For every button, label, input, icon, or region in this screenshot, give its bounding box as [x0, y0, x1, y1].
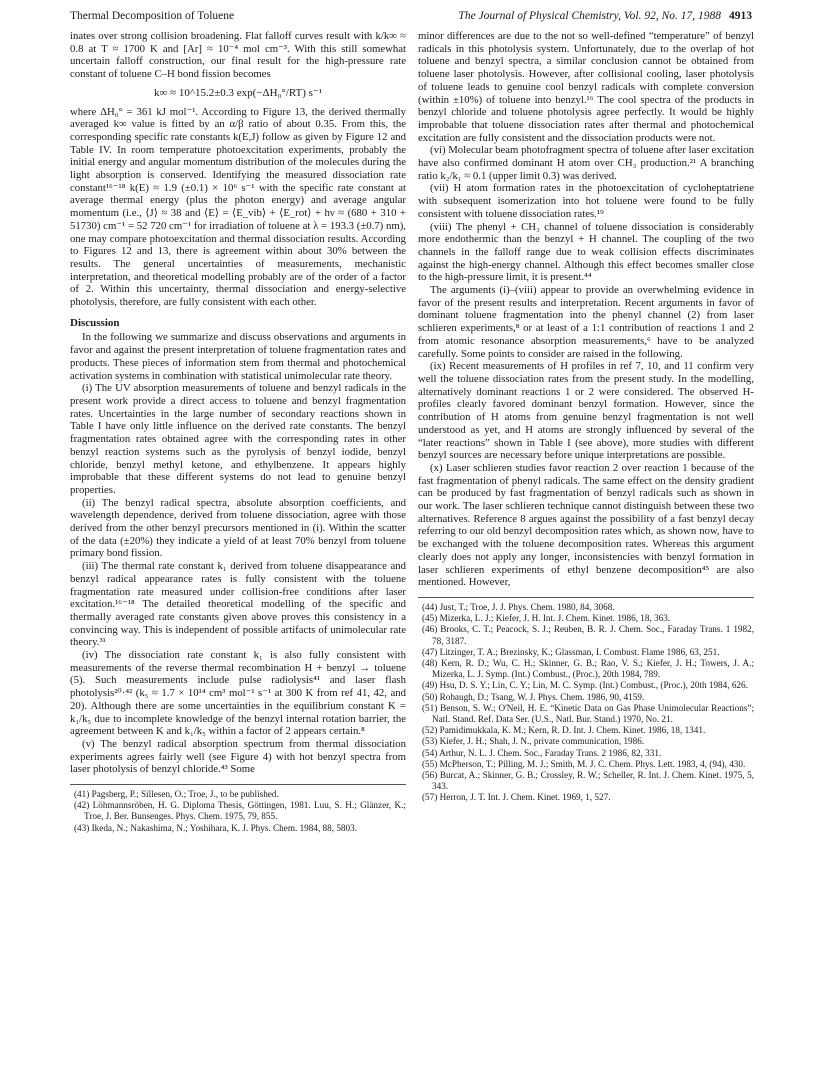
paragraph: inates over strong collision broadening. Flat falloff curves result with k/k∞ ≈ 0.8 at T ≈ 1700 K and [Ar] ≈ 10⁻⁴ mol cm⁻³. With this still somewhat uncertain falloff construction, our final result for the high-pressure rate constant of toluene C–H bond fission becomes [70, 30, 406, 81]
footnotes [70, 784, 406, 834]
paragraph: (iv) The dissociation rate constant k₁ is also fully consistent with measurements of the reverse thermal recombination H + benzyl → toluene (5). Such measurements include pulse radiolysis⁴¹ and laser flash photolysis²⁰·⁴² (k₅ ≈ 1.7 × 10¹⁴ cm³ mol⁻¹ s⁻¹ at 300 K from ref 41, 42, and 20). Although there are some uncertainties in the equilibrium constant K = k₁/k₅ due to incomplete knowledge of the benzyl internal rotation barrier, the agreement between K and k₁/k₅ within a factor of 2 appears certain.⁸ [70, 649, 406, 738]
reference: (56) Burcat, A.; Skinner, G. B.; Crossley, R. W.; Scheller, R. Int. J. Chem. Kinet. 1975, 5, 343. [422, 769, 754, 792]
reference: (43) Ikeda, N.; Nakashima, N.; Yoshihara, K. J. Phys. Chem. 1984, 88, 5803. [74, 822, 358, 833]
reference: (45) Mizerka, L. J.; Kiefer, J. H. Int. J. Chem. Kinet. 1986, 18, 363. [422, 613, 671, 624]
paragraph: (vi) Molecular beam photofragment spectra of toluene after laser excitation have also confirmed dominant H atom over CH₃ production.²¹ A branching ratio k₂/k₁ ≈ 0.1 (upper limit 0.3) was derived. [418, 144, 754, 182]
section-heading: Discussion [70, 316, 120, 329]
left-column [70, 30, 406, 834]
paragraph: (iii) The thermal rate constant k₁ derived from toluene disappearance and benzyl radical appearance rates is fully consistent with the toluene fragmentation rate measured under collision-free conditions after laser excitation.¹⁶⁻¹⁸ The detailed theoretical modelling of the specific and thermally averaged rate constants given above proves this consistency in a convincing way. This is independent of possible artifacts of unimolecular rate theory.³¹ [70, 560, 406, 649]
paragraph: (i) The UV absorption measurements of toluene and benzyl radicals in the present work provide a direct access to toluene and benzyl fragmentation rates. Uncertainties in the large number of secondary reactions shown in Table I have only little influence on the derived rate constants. The benzyl fragmentation rates obtained agree with the corresponding rates in other benzyl reaction systems such as the pyrolysis of benzyl iodide, benzyl chloride, benzyl methyl ketone, and ethylbenzene. It appears highly improbable that these different systems do not lead to genuine benzyl properties. [70, 382, 406, 496]
paragraph: (ix) Recent measurements of H profiles in ref 7, 10, and 11 confirm very well the toluene dissociation rates from the present study. In the modelling, alternatively dominant reactions 1 or 2 were considered. The observed H-profiles clearly favored dominant benzyl formation. However, since the contribution of H atoms from genuine benzyl fragmentation is not well understood as yet, and H atoms are strongly influenced by several of the “later reactions” shown in Table I (see above), more studies with different benzyl sources are necessary before unique interpretations are possible. [418, 360, 754, 462]
journal-citation [458, 10, 752, 22]
paragraph: minor differences are due to the not so well-defined “temperature” of benzyl radicals in this photolysis system. Unfortunately, due to the overlap of hot toluene and benzyl spectra, a similar conclusion cannot be obtained from toluene laser photolysis. However, after collisional cooling, laser photolysis of toluene leads to genuine cool benzyl radicals with complete conversion (within ±10%) of toluene into benzyl.¹⁶ The cool spectra of the products in benzyl chloride and toluene photolysis agree perfectly. It would be highly improbable that toluene dissociation rates after thermal and photochemical excitation are fully consistent and the dissociation products were not. [418, 30, 754, 144]
reference: (44) Just, T.; Troe, J. J. Phys. Chem. 1980, 84, 3068. [422, 601, 615, 612]
reference: (55) McPherson, T.; Pilling, M. J.; Smith, M. J. C. Chem. Phys. Lett. 1983, 4, (94), 430. [422, 758, 746, 769]
reference: (54) Arthur, N. L. J. Chem. Soc., Faraday Trans. 2 1986, 82, 331. [422, 747, 662, 758]
reference: (48) Kern, R. D.; Wu, C. H.; Skinner, G. B.; Rao, V. S.; Kiefer, J. H.; Towers, J. A.; Mizerka, L. J. Symp. (Int.) Combust., (Proc.), 20th 1984, 789. [422, 657, 754, 680]
paragraph: (viii) The phenyl + CH₃ channel of toluene dissociation is considerably more endothermic than the benzyl + H channel. The coupling of the two channels in the falloff range due to weak collision effects discriminates against the high-energy channel. Although this effect becomes smaller close to the high-pressure limit, it is present.⁴⁴ [418, 220, 754, 284]
paragraph: The arguments (i)–(viii) appear to provide an overwhelming evidence in favor of the present results and interpretation. Recent arguments in favor of dominant toluene fragmentation into the phenyl channel (2) from laser schlieren experiments,⁸ or at least of a 1:1 contribution of reactions 1 and 2 from atomic resonance absorption measurements,⁶ have to be analyzed carefully. Some points to consider are raised in the following. [418, 284, 754, 360]
paragraph: (vii) H atom formation rates in the photoexcitation of cycloheptatriene with subsequent isomerization into hot toluene were found to be fully consistent with toluene dissociation rates.¹⁹ [418, 182, 754, 220]
reference: (49) Hsu, D. S. Y.; Lin, C. Y.; Lin, M. C. Symp. (Int.) Combust., (Proc.), 20th 1984, 626. [422, 680, 748, 691]
reference: (53) Kiefer, J. H.; Shah, J. N., private communication, 1986. [422, 736, 645, 747]
reference: (46) Brooks, C. T.; Peacock, S. J.; Reuben, B. R. J. Chem. Soc., Faraday Trans. 1 1982, 78, 3187. [422, 624, 754, 646]
journal-name: The Journal of Physical Chemistry, Vol. 92, No. 17, 1988 [458, 10, 721, 22]
equation: k∞ ≈ 10^15.2±0.3 exp(−ΔH₀°/RT) s⁻¹ [153, 86, 323, 99]
reference: (52) Pamidimukkala, K. M.; Kern, R. D. Int. J. Chem. Kinet. 1986, 18, 1341. [422, 725, 706, 736]
footnotes [418, 597, 754, 804]
paragraph: In the following we summarize and discuss observations and arguments in favor and against the present interpretation of toluene fragmentation rates and products. These pieces of information stem from thermal and photochemical activation systems in combination with statistical unimolecular rate theory. [70, 331, 406, 382]
paragraph: where ΔH₀° = 361 kJ mol⁻¹. According to Figure 13, the derived thermally averaged k∞ value is fitted by an α/β ratio of about 0.35. From this, the corresponding specific rate constants k(E,J) follow as given by Figure 12 and Table IV. In room temperature photoexcitation experiments, probably the initial energy and angular momentum distribution of the molecules during the light absorption is conserved. Identifying the measured dissociation rate constant¹⁶⁻¹⁸ k(E) ≈ 1.9 (±0.1) × 10⁶ s⁻¹ with the specific rate constant at average thermal energy (plus the photon energy) and average angular momentum (i.e., ⟨J⟩ ≈ 38 and ⟨E⟩ = ⟨E_vib⟩ + ⟨E_rot⟩ + hν ≈ (680 + 310 + 51730) cm⁻¹ = 52 720 cm⁻¹ for irradiation of toluene at λ = 193.3 (±0.7) nm), one may compare photoexcitation and thermal dissociation results. According to Figures 12 and 13, there is agreement within about 30% between the results. The general uncertainties of measurements, mechanistic interpretation, and theoretical modelling probably are of the order of a factor of 2. Within this uncertainty, thermal dissociation and energy-selective photolysis, therefore, are fully consistent with each other. [70, 105, 406, 309]
paragraph: (ii) The benzyl radical spectra, absolute absorption coefficients, and wavelength dependence, derived from toluene dissociation, agree with those derived from the other benzyl precursors mentioned in (i). Within the scatter of the data (±20%) they indicate a yield of at least 70% benzyl from toluene primary bond fission. [70, 496, 406, 560]
reference: (41) Pagsberg, P.; Sillesen, O.; Troe, J., to be published. [74, 789, 279, 800]
reference: (47) Litzinger, T. A.; Brezinsky, K.; Glassman, I. Combust. Flame 1986, 63, 251. [422, 646, 720, 657]
reference: (51) Benson, S. W.; O'Neil, H. E. “Kinetic Data on Gas Phase Unimolecular Reactions”; Natl. Stand. Ref. Data Ser. (U.S., Natl. Bur. Stand.) 1970, No. 21. [422, 702, 754, 724]
paragraph: (x) Laser schlieren studies favor reaction 2 over reaction 1 because of the fast fragmentation of phenyl radicals. The same effect on the density gradient can be produced by fast fragmentation of benzyl radicals such as shown in our work. The laser schlieren technique cannot distinguish between these two alternatives. Reference 8 argues against the possibility of a fast benzyl decay referring to our old benzyl decomposition rates which, as shown now, have to be exchanged with the toluene decomposition rates. Whereas this argument clearly does not apply any longer, inconsistencies with benzyl formation in laser schlieren experiments of ethyl benzene decomposition⁴⁵ are also mentioned. However, [418, 461, 754, 589]
running-title: Thermal Decomposition of Toluene [70, 10, 235, 22]
reference: (57) Herron, J. T. Int. J. Chem. Kinet. 1969, 1, 527. [422, 792, 611, 803]
reference: (50) Robaugh, D.; Tsang, W. J. Phys. Chem. 1986, 90, 4159. [422, 691, 645, 702]
paragraph: (v) The benzyl radical absorption spectrum from thermal dissociation experiments agrees fairly well (see Figure 4) with hot benzyl spectra from laser photolysis of benzyl chloride.⁴³ Some [70, 737, 406, 776]
page-number: 4913 [729, 10, 752, 22]
right-column [418, 30, 754, 804]
page-header [70, 10, 752, 26]
reference: (42) Löhmannsröben, H. G. Diploma Thesis, Göttingen, 1981. Luu, S. H.; Glänzer, K.; Troe, J. Ber. Bunsenges. Phys. Chem. 1975, 79, 855. [74, 800, 406, 822]
